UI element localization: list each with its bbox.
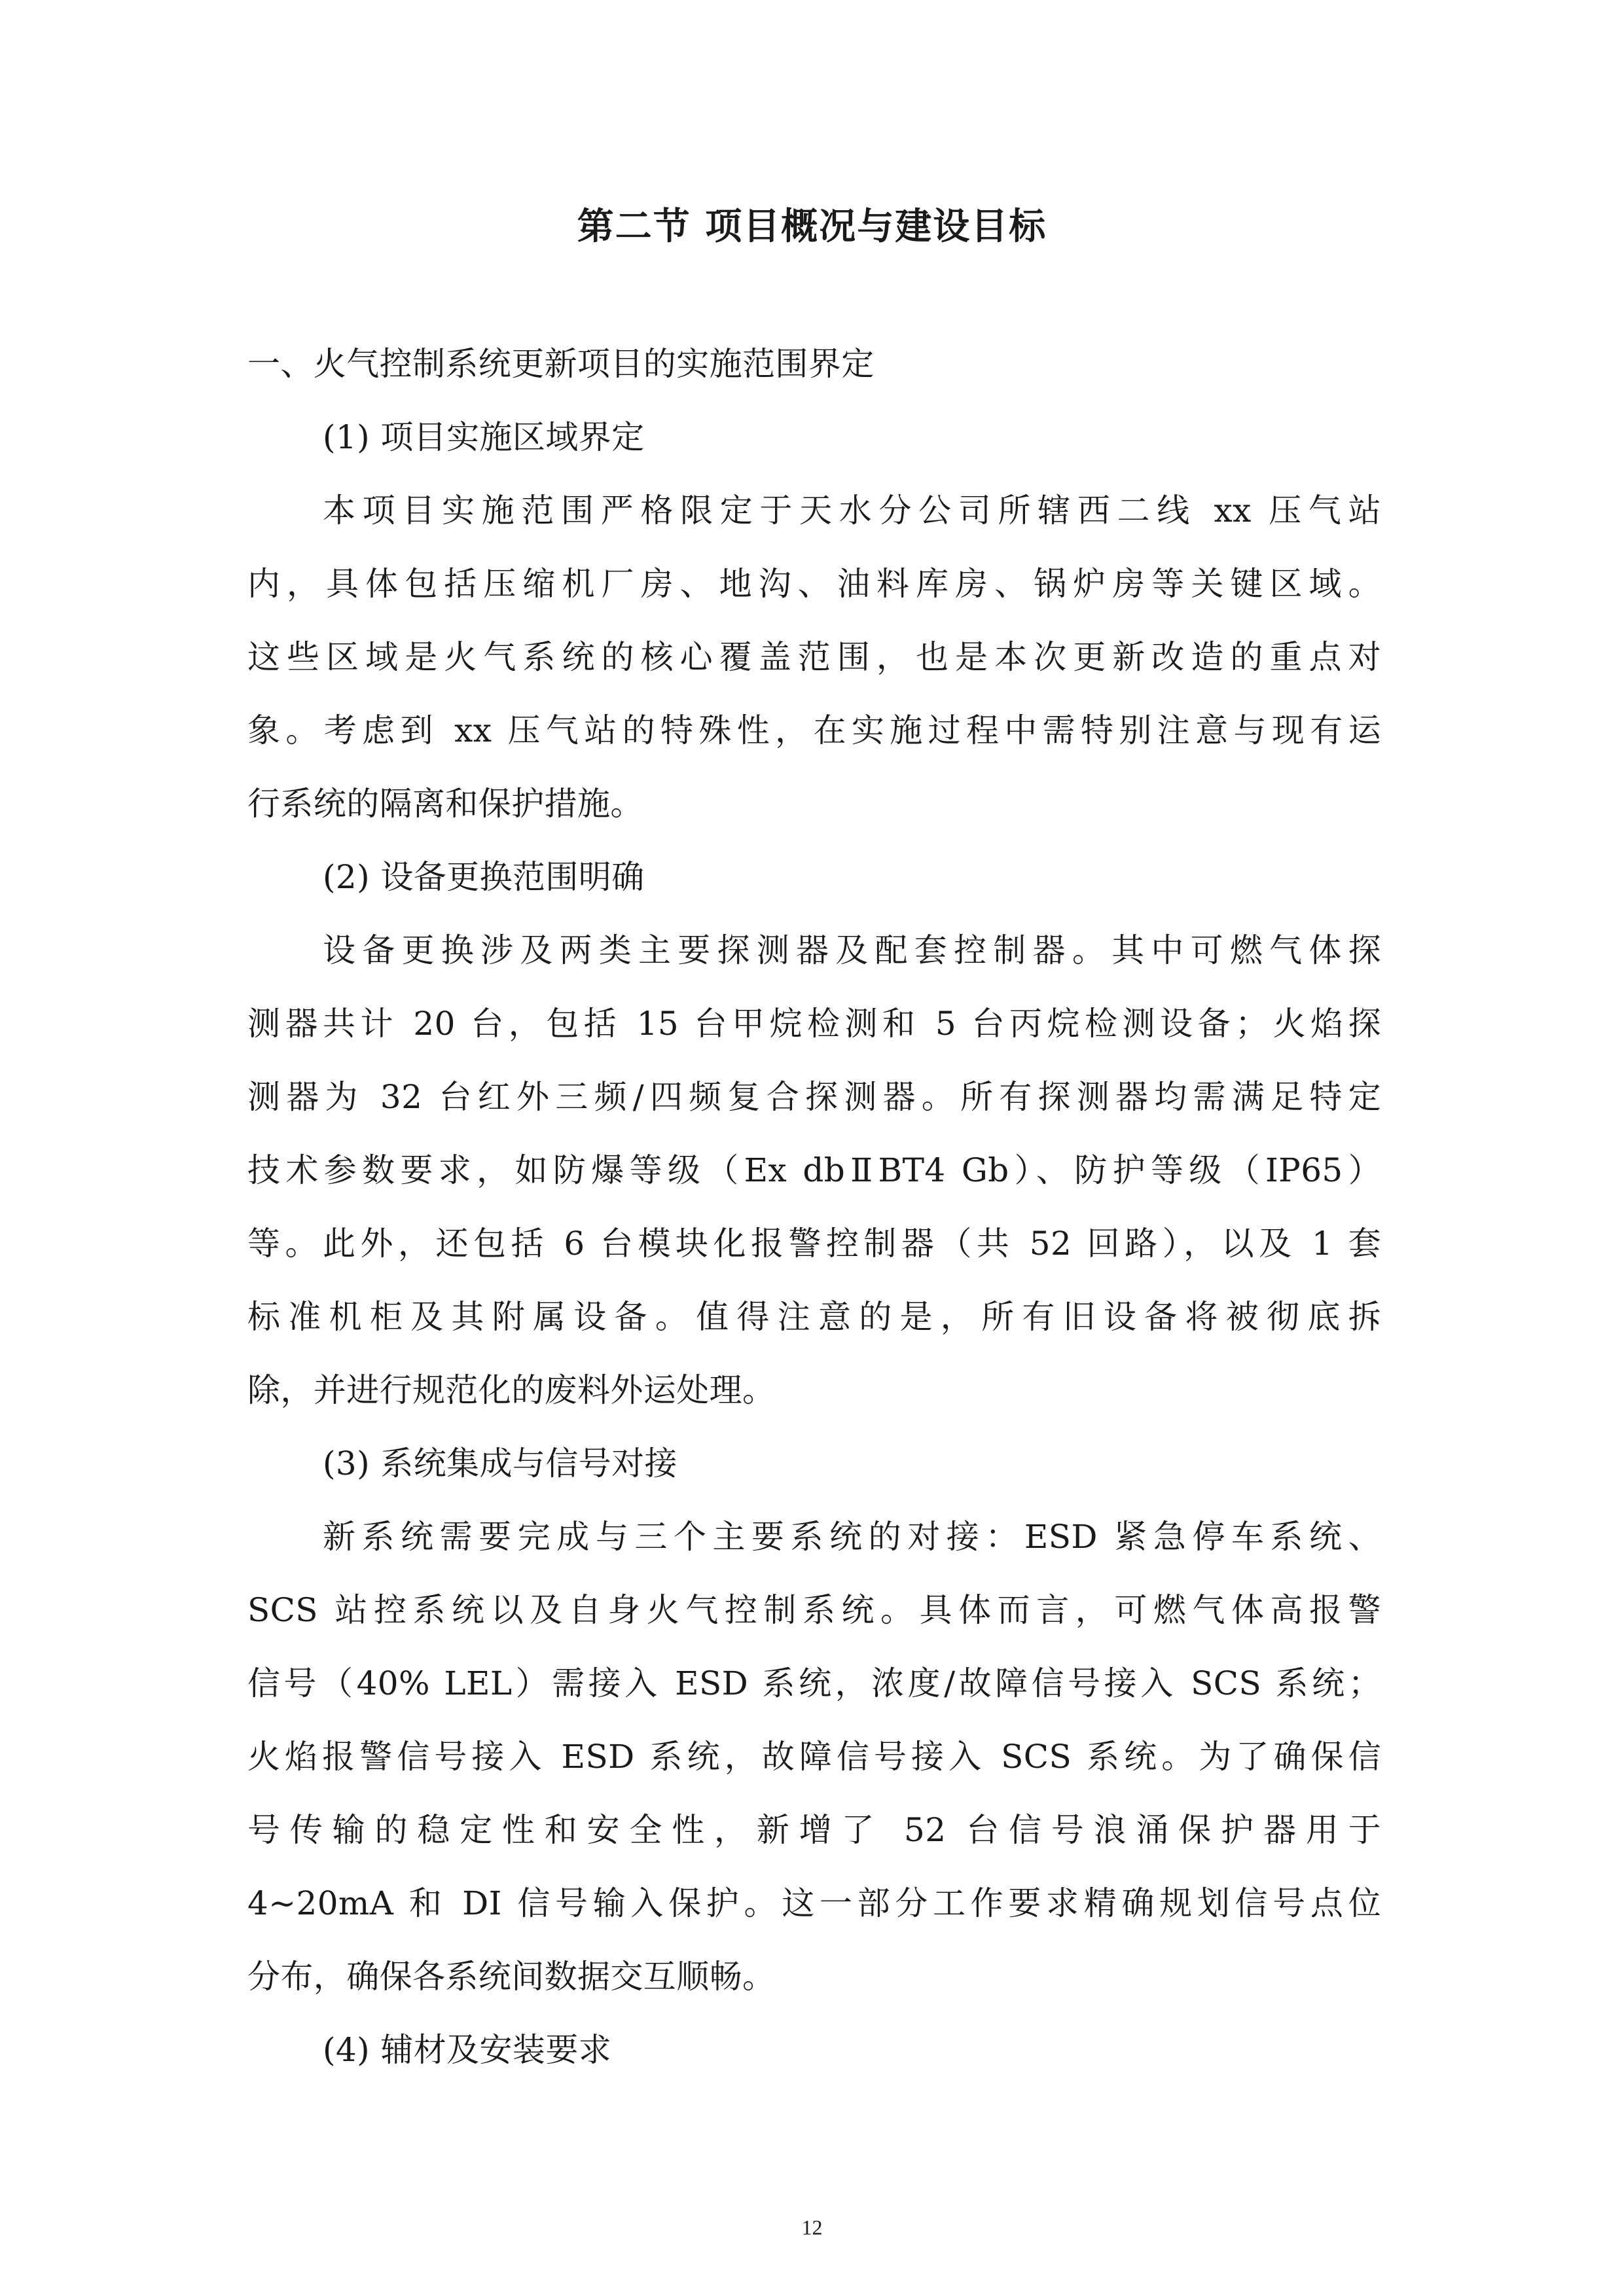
paragraph-line: 本项目实施范围严格限定于天水分公司所辖西二线 xx 压气站 <box>323 492 1381 529</box>
subheading-3: (3) 系统集成与信号对接 <box>323 1444 677 1482</box>
subheading-1: (1) 项目实施区域界定 <box>323 418 645 456</box>
paragraph-line: SCS 站控系统以及自身火气控制系统。具体而言，可燃气体高报警 <box>247 1591 1381 1629</box>
paragraph-line: 测器共计 20 台，包括 15 台甲烷检测和 5 台丙烷检测设备；火焰探 <box>247 1005 1381 1043</box>
paragraph-line: 内，具体包括压缩机厂房、地沟、油料库房、锅炉房等关键区域。 <box>247 565 1381 603</box>
paragraph-line: 分布，确保各系统间数据交互顺畅。 <box>247 1958 776 1996</box>
paragraph-line: 信号（40% LEL）需接入 ESD 系统，浓度/故障信号接入 SCS 系统； <box>247 1664 1381 1702</box>
subheading-2: (2) 设备更换范围明确 <box>323 858 645 896</box>
paragraph-line: 行系统的隔离和保护措施。 <box>247 785 643 823</box>
page-number: 12 <box>801 2215 823 2239</box>
paragraph-line: 标准机柜及其附属设备。值得注意的是，所有旧设备将被彻底拆 <box>247 1298 1381 1336</box>
paragraph-line: 火焰报警信号接入 ESD 系统，故障信号接入 SCS 系统。为了确保信 <box>247 1738 1381 1776</box>
paragraph-line: 象。考虑到 xx 压气站的特殊性，在实施过程中需特别注意与现有运 <box>247 711 1381 749</box>
paragraph-line: 这些区域是火气系统的核心覆盖范围，也是本次更新改造的重点对 <box>247 638 1381 676</box>
paragraph-line: 号传输的稳定性和安全性，新增了 52 台信号浪涌保护器用于 <box>247 1811 1381 1849</box>
subheading-4: (4) 辅材及安装要求 <box>323 2031 612 2069</box>
paragraph-line: 除，并进行规范化的废料外运处理。 <box>247 1371 776 1409</box>
paragraph-line: 测器为 32 台红外三频/四频复合探测器。所有探测器均需满足特定 <box>247 1078 1381 1116</box>
heading-level1: 一、火气控制系统更新项目的实施范围界定 <box>247 345 875 383</box>
paragraph-line: 等。此外，还包括 6 台模块化报警控制器（共 52 回路），以及 1 套 <box>247 1225 1381 1263</box>
paragraph-line: 4~20mA 和 DI 信号输入保护。这一部分工作要求精确规划信号点位 <box>247 1884 1381 1922</box>
paragraph-line: 设备更换涉及两类主要探测器及配套控制器。其中可燃气体探 <box>323 931 1381 969</box>
section-title: 第二节 项目概况与建设目标 <box>577 206 1047 248</box>
paragraph-line: 新系统需要完成与三个主要系统的对接：ESD 紧急停车系统、 <box>323 1518 1381 1556</box>
body-text <box>247 327 1381 2087</box>
paragraph-line: 技术参数要求，如防爆等级（Ex dbⅡBT4 Gb）、防护等级（IP65） <box>247 1151 1381 1189</box>
